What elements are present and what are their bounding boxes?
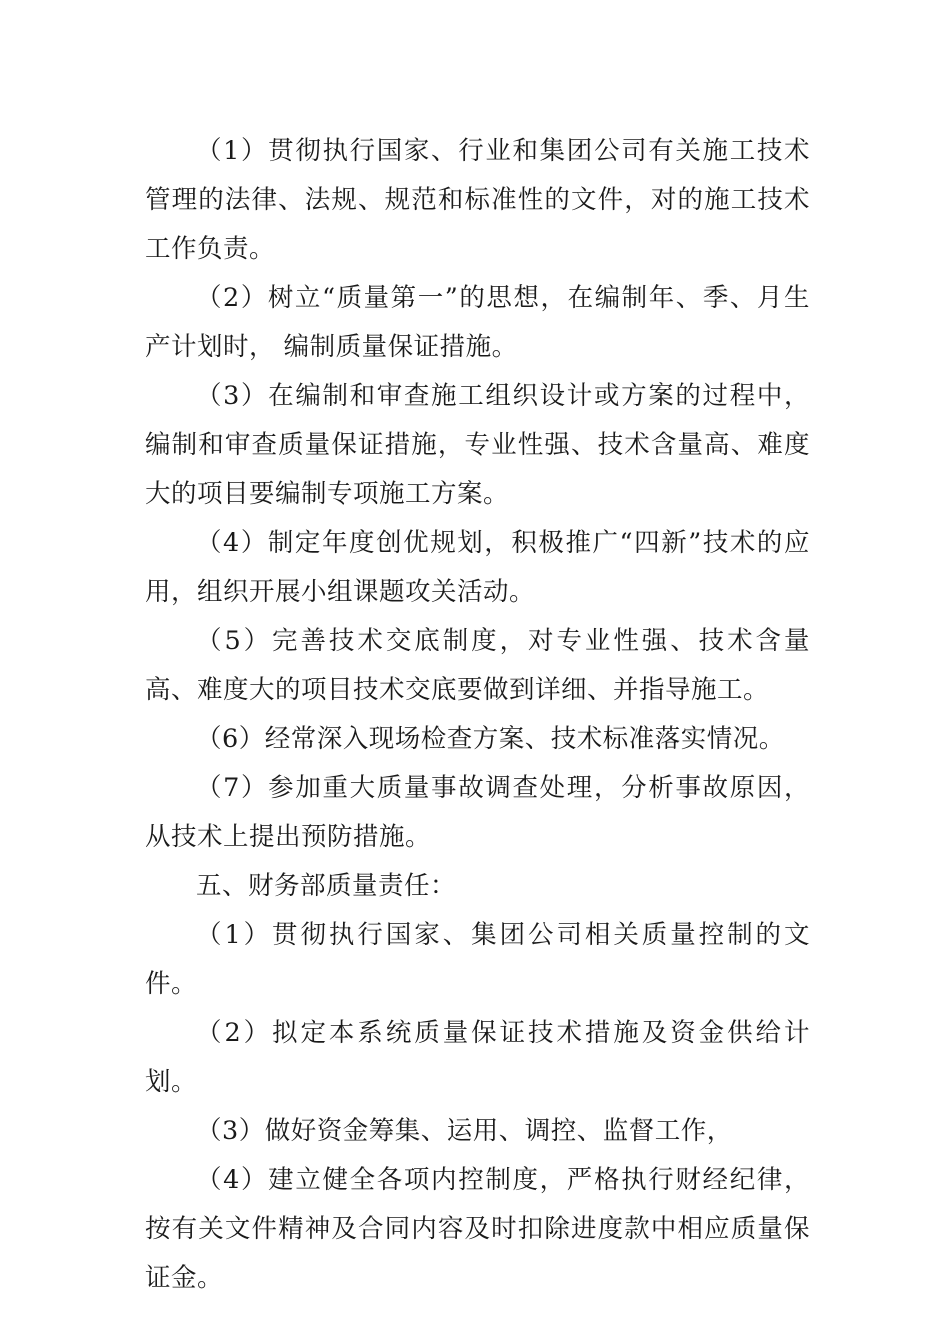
paragraph-finance-4: （4）建立健全各项内控制度，严格执行财经纪律，按有关文件精神及合同内容及时扣除进度款中相应质量保证金。 [145,1165,810,1293]
paragraph-tech-7: （7）参加重大质量事故调查处理，分析事故原因，从技术上提出预防措施。 [145,773,810,852]
section-heading-finance: 五、财务部质量责任： [196,871,457,901]
paragraph-tech-6: （6）经常深入现场检查方案、技术标准落实情况。 [196,724,785,754]
paragraph-tech-4: （4）制定年度创优规划，积极推广“四新”技术的应用，组织开展小组课题攻关活动。 [145,528,810,607]
paragraph-finance-2: （2）拟定本系统质量保证技术措施及资金供给计划。 [145,1018,810,1097]
document-body [145,127,810,1303]
paragraph-tech-1: （1）贯彻执行国家、行业和集团公司有关施工技术管理的法律、法规、规范和标准性的文件，对的施工技术工作负责。 [145,136,810,264]
paragraph-tech-3: （3）在编制和审查施工组织设计或方案的过程中，编制和审查质量保证措施，专业性强、技术含量高、难度大的项目要编制专项施工方案。 [145,381,810,509]
paragraph-finance-1: （1）贯彻执行国家、集团公司相关质量控制的文件。 [145,920,810,999]
paragraph-finance-3: （3）做好资金筹集、运用、调控、监督工作， [196,1116,733,1146]
paragraph-tech-5: （5）完善技术交底制度，对专业性强、技术含量高、难度大的项目技术交底要做到详细、并指导施工。 [145,626,810,705]
paragraph-tech-2: （2）树立“质量第一”的思想，在编制年、季、月生产计划时， 编制质量保证措施。 [145,283,810,362]
